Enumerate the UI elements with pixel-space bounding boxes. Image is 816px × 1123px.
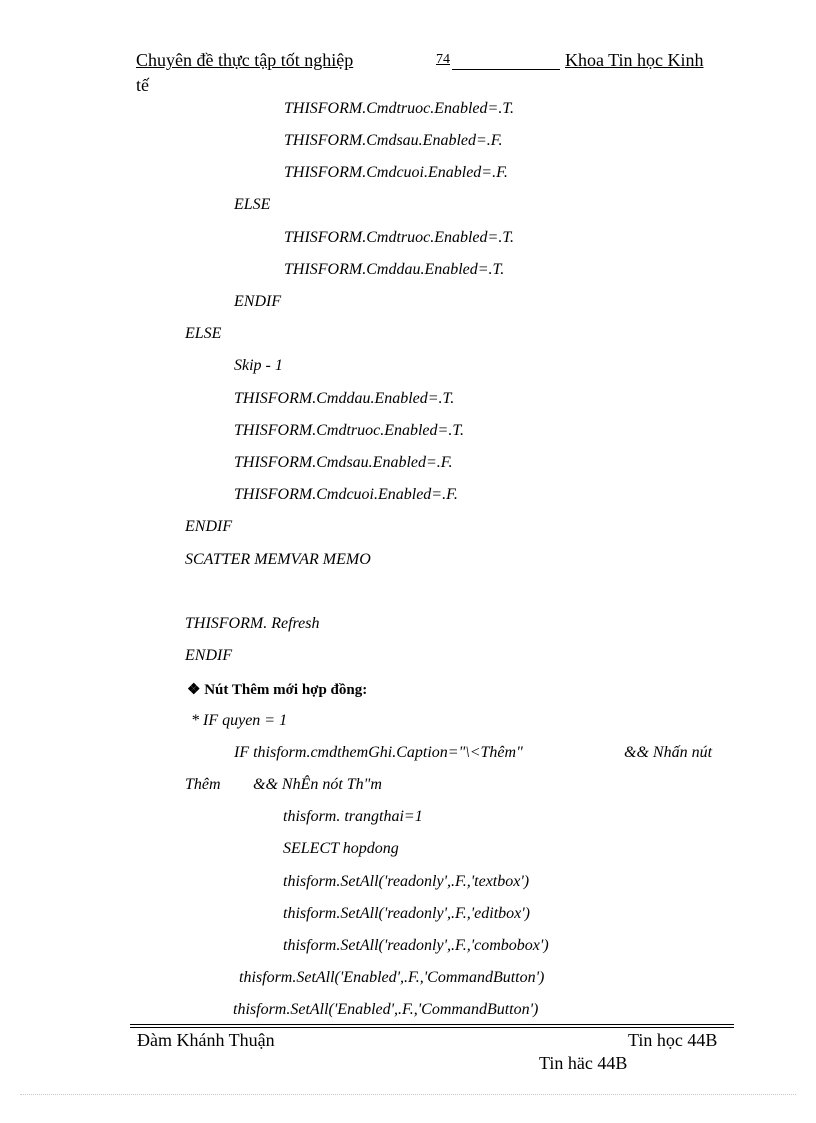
code-line: THISFORM.Cmdtruoc.Enabled=.T. — [284, 229, 515, 246]
footer-rule-bottom — [130, 1027, 734, 1028]
footer-class-legacy: Tin häc 44B — [539, 1053, 628, 1073]
section-heading-text: Nút Thêm mới hợp đồng: — [204, 682, 368, 698]
code-line: thisform.SetAll('readonly',.F.,'textbox') — [283, 873, 530, 890]
code-line-if: IF thisform.cmdthemGhi.Caption="\<Thêm" — [234, 744, 523, 761]
code-line: THISFORM.Cmddau.Enabled=.T. — [284, 261, 505, 278]
code-line: THISFORM.Cmdtruoc.Enabled=.T. — [284, 100, 515, 117]
code-comment: && Nhấn nút — [624, 744, 713, 761]
page-number: 74 — [436, 52, 450, 67]
code-line: ELSE — [234, 196, 271, 213]
footer-author: Đàm Khánh Thuận — [137, 1030, 275, 1050]
code-line: ENDIF — [185, 647, 233, 664]
code-line: THISFORM. Refresh — [185, 615, 320, 632]
header-underline-gap — [452, 69, 560, 70]
code-line: thisform.SetAll('Enabled',.F.,'CommandButton') — [239, 969, 545, 986]
code-line: SELECT hopdong — [283, 840, 399, 857]
code-line-wrap: Thêm — [185, 776, 221, 793]
code-line: * IF quyen = 1 — [191, 712, 288, 729]
code-line: THISFORM.Cmdsau.Enabled=.F. — [284, 132, 503, 149]
code-line: thisform. trangthai=1 — [283, 808, 423, 825]
header-continuation: tế — [136, 75, 149, 95]
code-line: SCATTER MEMVAR MEMO — [185, 551, 371, 568]
footer-class: Tin học 44B — [628, 1030, 718, 1050]
page-bottom-dotted-line — [20, 1094, 796, 1095]
code-line: ELSE — [185, 325, 222, 342]
code-line: thisform.SetAll('Enabled',.F.,'CommandButton') — [233, 1001, 539, 1018]
diamond-bullet-icon: ❖ — [187, 682, 201, 698]
code-line: THISFORM.Cmdcuoi.Enabled=.F. — [284, 164, 508, 181]
code-line: Skip - 1 — [234, 357, 283, 374]
header-left: Chuyên đề thực tập tốt nghiệp — [136, 50, 354, 70]
code-line: THISFORM.Cmdtruoc.Enabled=.T. — [234, 422, 465, 439]
section-heading — [187, 680, 367, 699]
code-line: THISFORM.Cmdcuoi.Enabled=.F. — [234, 486, 458, 503]
code-comment: && NhÊn nót Th"m — [253, 776, 382, 793]
footer-rule-top — [130, 1024, 734, 1025]
code-line: thisform.SetAll('readonly',.F.,'combobox') — [283, 937, 549, 954]
code-line: thisform.SetAll('readonly',.F.,'editbox') — [283, 905, 530, 922]
code-line: ENDIF — [185, 518, 233, 535]
header-right: Khoa Tin học Kinh — [565, 50, 704, 70]
code-line: ENDIF — [234, 293, 282, 310]
code-line: THISFORM.Cmddau.Enabled=.T. — [234, 390, 455, 407]
code-line: THISFORM.Cmdsau.Enabled=.F. — [234, 454, 453, 471]
